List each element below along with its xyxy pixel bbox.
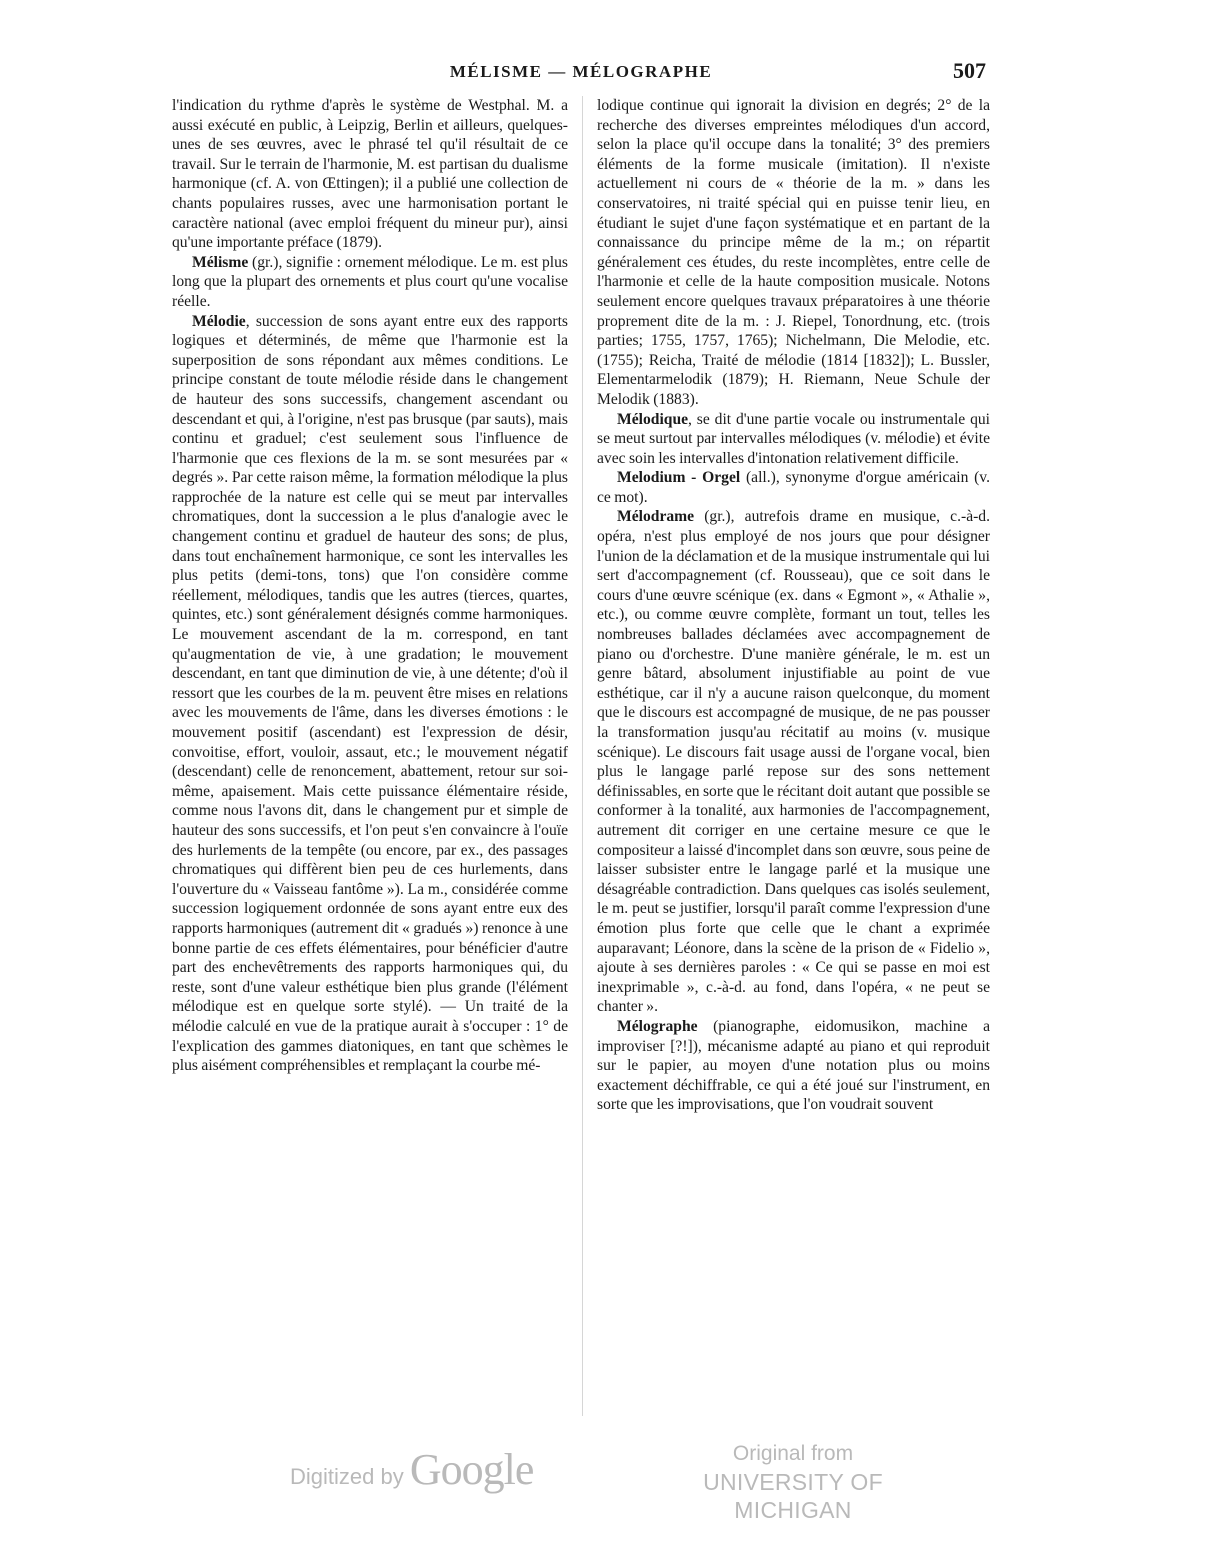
continued-paragraph: lodique continue qui ignorait la division en degrés; 2° de la recherche des diverses empreintes mélodiques d'un accord, selon la place qu'il occupe dans la tonalité; 3° des premiers éléments de la forme musicale (imitation). Il n'existe actuellement ni cours de « théorie de la m. » dans les conservatoires, ni traité spécial qui en puisse tenir lieu, en étudiant le sujet d'une façon systématique et en partant de la connaissance du principe même de la m.; on répartit généralement ces études, du reste incomplètes, entre celle de l'harmonie et celle de la haute composition musicale. Notons seulement encore quelques travaux préparatoires à une théorie proprement dite de la m. : J. Riepel, Tonordnung, etc. (trois parties; 1755, 1757, 1765); Nichelmann, Die Melodie, etc. (1755); Reicha, Traité de mélodie (1814 [1832]); L. Bussler, Elementarmelodik (1879); H. Riemann, Neue Schule der Melodik (1883). [597,97,990,408]
entry-melisme [172,253,568,312]
column-divider [582,96,583,1416]
entry-melodie [172,312,568,1076]
entry-melographe [597,1017,990,1115]
continued-paragraph: l'indication du rythme d'après le système de Westphal. M. a aussi exécuté en public, à Leipzig, Berlin et ailleurs, quelques-unes de ses œuvres, avec le phrasé tel qu'il résultait de ce travail. Sur le terrain de l'harmonie, M. est partisan du dualisme harmonique (cf. A. von Œttingen); il a publié une collection de chants populaires russes, avec une harmonisation portant le caractère national (avec emploi fréquent du mineur pur), ainsi qu'une importante préface (1879). [172,97,568,252]
entry-text: (gr.), signifie : ornement mélodique. Le m. est plus long que la plupart des ornements et plus court qu'une vocalise réelle. [172,253,568,310]
origin-line-2: UNIVERSITY OF MICHIGAN [703,1469,883,1523]
page-number: 507 [953,58,986,83]
left-column [172,96,568,1076]
headword-melisme: Mélisme [192,253,249,271]
origin-line-1: Original from [732,1442,854,1465]
running-head: MÉLISME — MÉLOGRAPHE [449,62,713,81]
entry-text: , succession de sons ayant entre eux des rapports logiques et déterminés, de même que l'harmonie est la superposition de sons répondant aux mêmes conditions. Le principe constant de toute mélodie réside dans le changement de hauteur des sons successifs, changement ascendant ou descendant et qui, à l'origine, n'est pas brusque (par sauts), mais continu et graduel; c'est seulement sous l'influence de l'harmonie que ces flexions de la m. se sont mesurées par « degrés ». Par cette raison même, la formation mélodique la plus rapprochée de la nature est celle qui se meut par intervalles chromatiques, dont la succession a le plus d'analogie avec le changement continu et graduel de hauteur des sons; de plus, dans tout enchaînement harmonique, ce sont les intervalles les plus petits (demi-tons, tons) que l'on considère comme réellement, mélodiques, tandis que les autres (tierces, quartes, quintes, etc.) sont généralement désignés comme harmoniques. Le mouvement ascendant de la m. correspond, en tant qu'augmentation de vie, à une gradation; le mouvement descendant, en tant que diminution de vie, à une détente; d'où il ressort que les courbes de la m. peuvent être mises en relations avec les mouvements de l'âme, dans les diverses émotions : le mouvement positif (ascendant) est l'expression de désir, convoitise, effort, vouloir, assaut, etc.; le mouvement négatif (descendant) celle de renoncement, abattement, retour sur soi-même, apaisement. Mais cette puissance élémentaire réside, comme nous l'avons dit, dans le changement pur et simple de hauteur des sons successifs, et l'on peut s'en convaincre à l'ouïe des hurlements de la tempête (ou encore, par ex., des passages chromatiques qui diffèrent bien peu de ces hurlements, dans l'ouverture du « Vaisseau fantôme »). La m., considérée comme succession logiquement ordonnée de sons ayant entre eux des rapports harmoniques (autrement dit « gradués ») renonce à une bonne partie de ces effets élémentaires, pour bénéficier d'autre part des enchevêtrements des rapports harmoniques qui, du reste, sont d'une valeur esthétique bien plus grande (l'élément mélodique est en quelque sorte stylé). — Un traité de la mélodie calculé en vue de la pratique aurait à s'occuper : 1° de l'explication des gammes diatoniques, en tant que schèmes le plus aisément compréhensibles et remplaçant la courbe mé- [172,312,568,1075]
headword-melodie: Mélodie [192,312,246,330]
digitized-prefix: Digitized by [290,1464,404,1489]
entry-melodique [597,410,990,469]
headword-melographe: Mélographe [617,1017,698,1035]
headword-melodrame: Mélodrame [617,508,695,526]
headword-melodium: Melodium - Orgel [617,469,741,487]
digitized-by-google-watermark [290,1444,533,1495]
entry-melodrame [597,507,990,1016]
headword-melodique: Mélodique [617,410,689,428]
entry-text: (all.), synonyme d'orgue américain (v. ce mot). [597,469,990,506]
origin-watermark [668,1440,918,1524]
entry-text: (pianographe, eidomusikon, machine a improviser [?!]), mécanisme adapté au piano et qui reproduit sur le papier, au moyen d'une notation plus ou moins exactement déchiffrable, ce qui a été joué sur l'instrument, en sorte que les improvisations, que l'on voudrait souvent [597,1017,990,1114]
page-header [172,58,990,86]
google-logo: Google [409,1445,534,1494]
entry-text: , se dit d'une partie vocale ou instrumentale qui se meut surtout par intervalles mélodiques (v. mélodie) et évite avec soin les intervalles d'intonation relativement difficile. [597,410,990,467]
right-column [597,96,990,1115]
entry-text: (gr.), autrefois drame en musique, c.-à-d. opéra, n'est plus employé de nos jours que pour désigner l'union de la déclamation et de la musique instrumentale qui lui sert d'accompagnement (cf. Rousseau), que ce soit dans le cours d'une œuvre scénique (ex. dans « Egmont », « Athalie », etc.), ou comme œuvre complète, formant un tout, telles les nombreuses ballades déclamées avec accompagnement de piano ou d'orchestre. D'une manière générale, le m. est un genre bâtard, absolument injustifiable au point de vue esthétique, car il n'y a aucune raison quelconque, du moment que le discours est accompagné de musique, de ne pas pousser la transformation jusqu'au récitatif au moins (v. musique scénique). Le discours fait usage aussi de l'organe vocal, bien plus le langage parlé repose sur des sons nettement définissables, en sorte que le récitant doit autant que possible se conformer à la tonalité, aux harmonies de l'accompagnement, autrement dit corriger en une certaine mesure ce que le compositeur a laissé d'incomplet dans son œuvre, sous peine de laisser subsister entre le langage parlé et la musique une désagréable contradiction. Dans quelques cas isolés seulement, le m. peut se justifier, lorsqu'il paraît comme l'expression d'une émotion plus forte que celle que le chant a exprimée auparavant; Léonore, dans la scène de la prison de « Fidelio », ajoute à ses dernières paroles : « Ce qui se passe en moi est inexprimable », c.-à-d. au fond, dans l'opéra, « ne peut se chanter ». [597,508,990,1016]
entry-melodium [597,468,990,507]
digitization-footer [0,1440,1207,1523]
